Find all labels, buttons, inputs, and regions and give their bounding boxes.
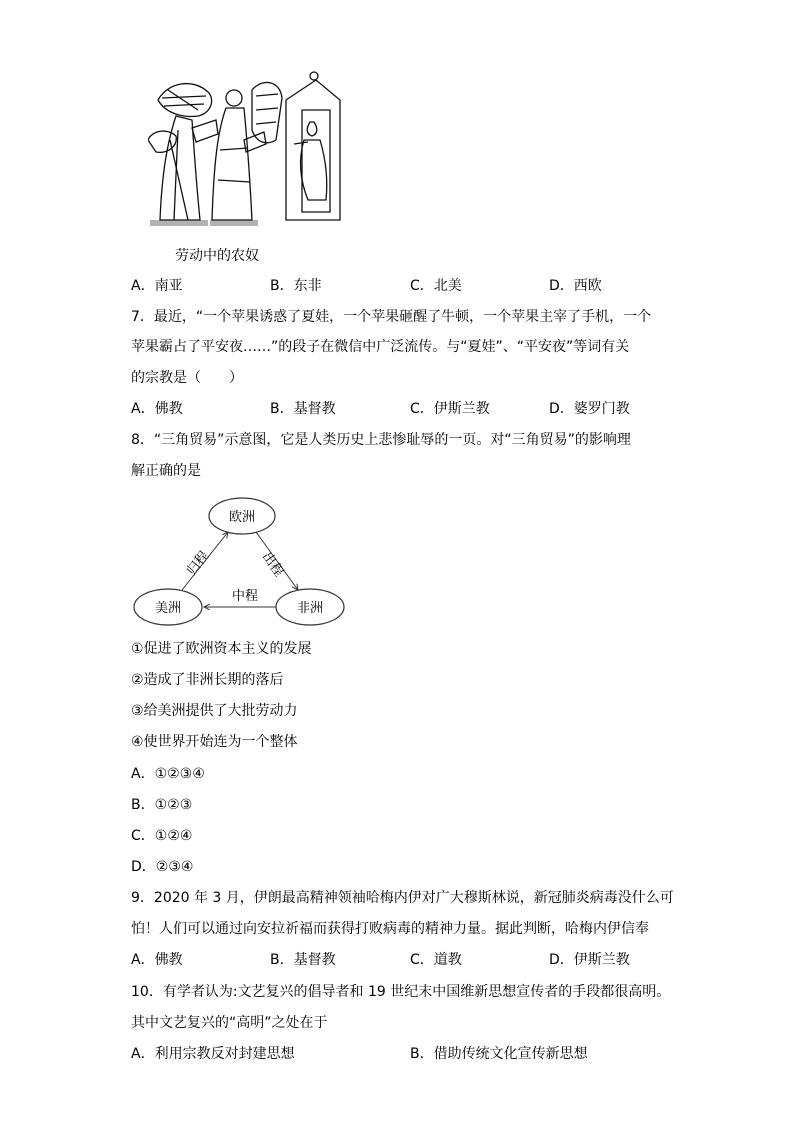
q8-line-1: 8．“三角贸易”示意图，它是人类历史上悲惨耻辱的一页。对“三角贸易”的影响理 — [131, 432, 631, 448]
q8-statement-3: ③给美洲提供了大批劳动力 — [131, 703, 298, 719]
q6-option-a[interactable]: A．南亚 — [131, 278, 183, 294]
q10-line-1: 10．有学者认为:文艺复兴的倡导者和 19 世纪末中国维新思想宣传者的手段都很高明。 — [131, 984, 671, 1000]
africa-label: 非洲 — [297, 601, 324, 616]
q10-option-b[interactable]: B．借助传统文化宣传新思想 — [410, 1046, 588, 1062]
q8-statement-2: ②造成了非洲长期的落后 — [131, 672, 284, 688]
q8-statement-1: ①促进了欧洲资本主义的发展 — [131, 641, 312, 657]
q6-option-d[interactable]: D．西欧 — [549, 278, 602, 294]
q8-option-b[interactable]: B．①②③ — [131, 797, 193, 813]
q7-line-2: 苹果霸占了平安夜……”的段子在微信中广泛流传。与“夏娃”、“平安夜”等词有关 — [131, 339, 630, 355]
q6-option-b[interactable]: B．东非 — [270, 278, 322, 294]
q8-line-2: 解正确的是 — [131, 463, 201, 479]
q7-option-c[interactable]: C．伊斯兰教 — [410, 401, 490, 417]
q8-statement-4: ④使世界开始连为一个整体 — [131, 734, 298, 750]
q9-option-d[interactable]: D．伊斯兰教 — [549, 952, 630, 968]
q9-options — [131, 950, 691, 970]
serfs-drawing — [148, 70, 344, 228]
q9-line-1: 9．2020 年 3 月，伊朗最高精神领袖哈梅内伊对广大穆斯林说，新冠肺炎病毒没什么可 — [131, 890, 674, 906]
q7-option-d[interactable]: D．婆罗门教 — [549, 401, 630, 417]
q9-option-b[interactable]: B．基督教 — [270, 952, 336, 968]
q7-options — [131, 399, 691, 419]
q7-line-1: 7．最近，“一个苹果诱惑了夏娃，一个苹果砸醒了牛顿，一个苹果主宰了手机，一个 — [131, 309, 652, 325]
q10-options — [131, 1044, 691, 1064]
return-leg-label: 归程 — [184, 548, 213, 579]
middle-leg-label: 中程 — [232, 589, 259, 604]
q8-option-d[interactable]: D．②③④ — [131, 859, 194, 875]
q9-line-2: 怕！人们可以通过向安拉祈福而获得打败病毒的精神力量。据此判断，哈梅内伊信奉 — [131, 921, 649, 937]
q7-option-a[interactable]: A．佛教 — [131, 401, 183, 417]
triangular-trade-diagram — [132, 496, 348, 628]
serfs-illustration — [148, 70, 344, 228]
americas-label: 美洲 — [155, 601, 182, 616]
q10-line-2: 其中文艺复兴的“高明”之处在于 — [131, 1015, 328, 1031]
q10-option-a[interactable]: A．利用宗教反对封建思想 — [131, 1046, 295, 1062]
q7-option-b[interactable]: B．基督教 — [270, 401, 336, 417]
outbound-leg-label: 出程 — [258, 549, 286, 580]
q6-options — [131, 276, 691, 296]
q9-option-a[interactable]: A．佛教 — [131, 952, 183, 968]
q9-option-c[interactable]: C．道教 — [410, 952, 462, 968]
europe-label: 欧洲 — [229, 510, 256, 525]
q6-option-c[interactable]: C．北美 — [410, 278, 462, 294]
q8-option-a[interactable]: A．①②③④ — [131, 766, 205, 782]
figure-caption: 劳动中的农奴 — [175, 248, 259, 264]
q8-option-c[interactable]: C．①②④ — [131, 828, 193, 844]
q7-line-3: 的宗教是（ ） — [131, 370, 243, 386]
trade-diagram-svg — [132, 496, 348, 628]
